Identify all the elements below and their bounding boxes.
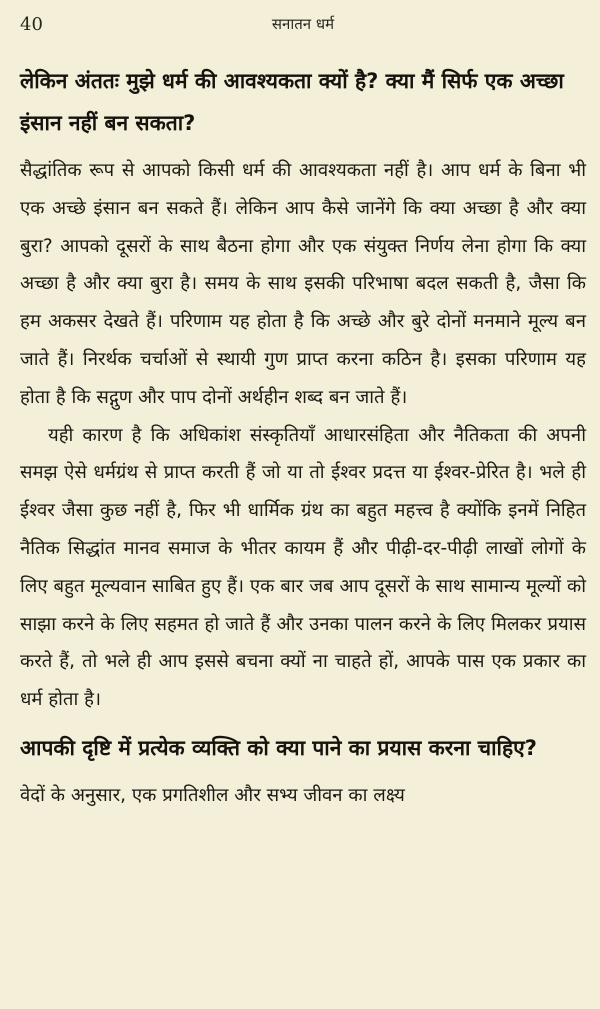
page-header (20, 0, 586, 46)
question-heading: लेकिन अंततः मुझे धर्म की आवश्यकता क्यों है? क्या मैं सिर्फ एक अच्छा इंसान नहीं बन सकता? (20, 69, 564, 135)
question-heading: आपकी दृष्टि में प्रत्येक व्यक्ति को क्या पाने का प्रयास करना चाहिए? (20, 735, 537, 760)
running-title: सनातन धर्म (271, 15, 335, 33)
page-number: 40 (20, 14, 43, 35)
body-paragraph: यही कारण है कि अधिकांश संस्कृतियाँ आधारसंहिता और नैतिकता की अपनी समझ ऐसे धर्मग्रंथ से प्राप्त करती हैं जो या तो ईश्वर प्रदत्त या ईश्वर-प्रेरित है। भले ही ईश्वर जैसा कुछ नहीं है, फिर भी धार्मिक ग्रंथ का बहुत महत्त्व है क्योंकि इनमें निहित नैतिक सिद्धांत मानव समाज के भीतर कायम हैं और पीढ़ी-दर-पीढ़ी लाखों लोगों के लिए बहुत मूल्यवान साबित हुए हैं। एक बार जब आप दूसरों के साथ सामान्य मूल्यों को साझा करने के लिए सहमत हो जाते हैं और उनका पालन करने के लिए मिलकर प्रयास करते हैं, तो भले ही आप इससे बचना क्यों ना चाहते हों, आपके पास एक प्रकार का धर्म होता है। (20, 424, 586, 711)
body-paragraph: सैद्धांतिक रूप से आपको किसी धर्म की आवश्यकता नहीं है। आप धर्म के बिना भी एक अच्छे इंसान बन सकते हैं। लेकिन आप कैसे जानेंगे कि क्या अच्छा है और क्या बुरा? आपको दूसरों के साथ बैठना होगा और एक संयुक्त निर्णय लेना होगा कि क्या अच्छा है और क्या बुरा है। समय के साथ इसकी परिभाषा बदल सकती है, जैसा कि हम अकसर देखते हैं। परिणाम यह होता है कि अच्छे और बुरे दोनों मनमाने मूल्य बन जाते हैं। निरर्थक चर्चाओं से स्थायी गुण प्राप्त करना कठिन है। इसका परिणाम यह होता है कि सद्गुण और पाप दोनों अर्थहीन शब्द बन जाते हैं। (20, 160, 586, 408)
body-paragraph-start: वेदों के अनुसार, एक प्रगतिशील और सभ्य जीवन का लक्ष्य (20, 784, 405, 806)
